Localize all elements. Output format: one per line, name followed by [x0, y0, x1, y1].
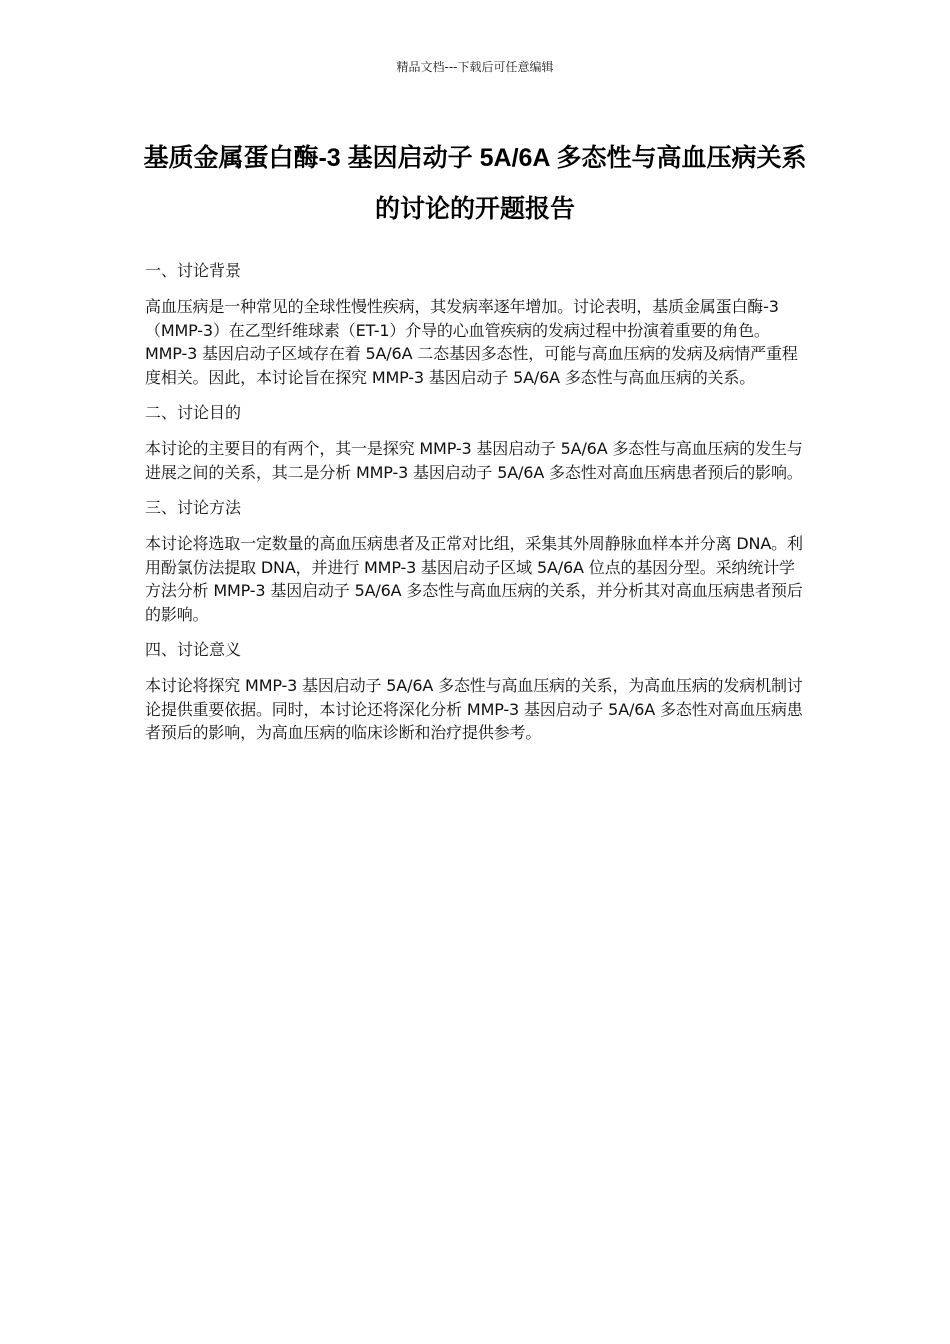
- section-background: [145, 259, 810, 389]
- document-body: [145, 259, 810, 757]
- page-header: 精品文档---下载后可任意编辑: [396, 60, 554, 74]
- section-heading: 四、讨论意义: [145, 640, 242, 659]
- section-paragraph: 本讨论的主要目的有两个，其一是探究 MMP-3 基因启动子 5A/6A 多态性与高血压病的发生与进展之间的关系，其二是分析 MMP-3 基因启动子 5A/6A 多态性对高血压病患者预后的影响。: [145, 439, 803, 482]
- section-significance: [145, 638, 810, 745]
- section-purpose: [145, 401, 810, 484]
- section-paragraph: 本讨论将探究 MMP-3 基因启动子 5A/6A 多态性与高血压病的关系，为高血压病的发病机制讨论提供重要依据。同时，本讨论还将深化分析 MMP-3 基因启动子 5A/6A 多态性对高血压病患者预后的影响，为高血压病的临床诊断和治疗提供参考。: [145, 676, 803, 742]
- section-method: [145, 496, 810, 626]
- section-heading: 二、讨论目的: [145, 403, 242, 422]
- document-title: 基质金属蛋白酶-3 基因启动子 5A/6A 多态性与高血压病关系的讨论的开题报告: [143, 144, 807, 223]
- section-heading: 三、讨论方法: [145, 498, 242, 517]
- section-paragraph: 本讨论将选取一定数量的高血压病患者及正常对比组，采集其外周静脉血样本并分离 DNA。利用酚氯仿法提取 DNA，并进行 MMP-3 基因启动子区域 5A/6A 位点的基因分型。采纳统计学方法分析 MMP-3 基因启动子 5A/6A 多态性与高血压病的关系，并分析其对高血压病患者预后的影响。: [145, 534, 803, 624]
- section-heading: 一、讨论背景: [145, 261, 242, 280]
- section-paragraph: 高血压病是一种常见的全球性慢性疾病，其发病率逐年增加。讨论表明，基质金属蛋白酶-3（MMP-3）在乙型纤维球素（ET-1）介导的心血管疾病的发病过程中扮演着重要的角色。MMP-3 基因启动子区域存在着 5A/6A 二态基因多态性，可能与高血压病的发病及病情严重程度相关。因此，本讨论旨在探究 MMP-3 基因启动子 5A/6A 多态性与高血压病的关系。: [145, 297, 798, 387]
